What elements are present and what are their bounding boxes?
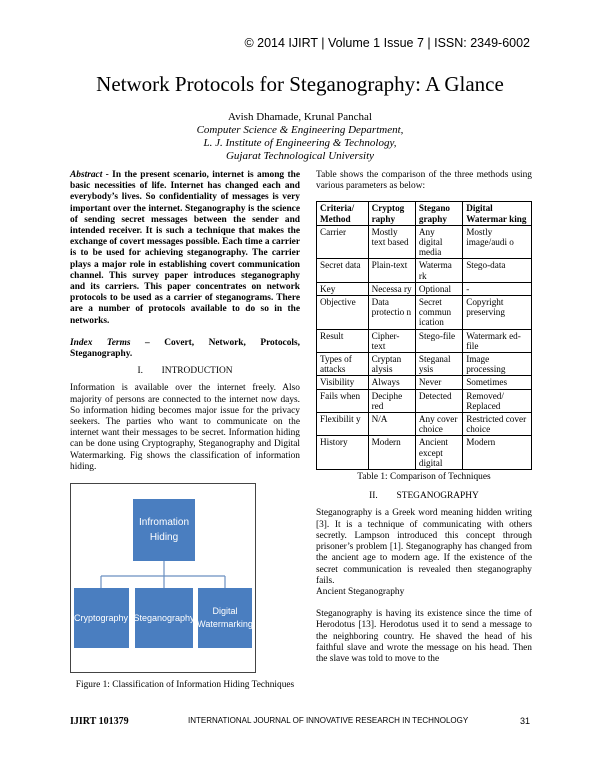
table-cell: Always [368,376,415,389]
table-row [317,259,532,282]
table-cell: Fails when [317,389,369,412]
affiliation-line: Gujarat Technological University [225,150,375,162]
table-row [317,282,532,295]
paper-title: Network Protocols for Steganography: A Glance [96,72,504,96]
table-cell: N/A [368,413,415,436]
table-cell: Restricted cover choice [463,413,532,436]
figure-classification [70,483,256,673]
table-cell: Flexibilit y [317,413,369,436]
table-cell: Never [415,376,462,389]
abstract-text: - In the present scenario, internet is among the basic necessities of life. Internet has changed each and everybody’s lives. So confidentiality of messages is very important over the internet. Steganography is the science of sending secret messages between the sender and intended receiver. It is such a technique that makes the exchange of covert messages possible. Each time a carrier is to be used for achieving steganography. The carrier plays a major role in establishing covert communication channel. This survey paper introduces steganography and its carriers. This paper concentrates on network protocols to be used as a carrier of steganograms. There are a number of protocols available to do so in the networks. [70,170,300,326]
table-cell: Cryptan alysis [368,353,415,376]
table-cell: Modern [368,436,415,470]
table-cell: Mostly text based [368,225,415,259]
author-names: Avish Dhamade, Krunal Panchal [228,111,372,123]
table-cell: Cipher-text [368,329,415,352]
page-number: 31 [519,716,530,726]
table-cell: Detected [415,389,462,412]
table-row [317,413,532,436]
table-row [317,296,532,330]
classification-diagram [71,484,254,671]
child-label-watermarking: Watermarking [197,619,253,630]
table-cell: Optional [415,282,462,295]
table-cell: Sometimes [463,376,532,389]
table-cell: Secret data [317,259,369,282]
comparison-table [316,201,532,470]
section-heading-steganography: II. STEGANOGRAPHY [369,491,479,502]
table-cell: History [317,436,369,470]
author-block [0,111,600,163]
ancient-paragraph: Steganography is having its existence since the time of Herodotus [13]. Herodotus used it to send a message to the neighboring country. He shaved the head of his faithful slave and wrote the message on his head. Then the slave was told to move to the [316,609,532,664]
table-header-row [317,202,532,225]
index-terms-text: – Covert, Network, Protocols, Steganography. [70,337,301,360]
table-cell: Stego-file [415,329,462,352]
table-cell: Types of attacks [317,353,369,376]
child-label-digital: Digital [212,606,238,617]
introduction-paragraph: Information is available over the internet freely. Also majority of persons are connected to the internet now days. So information hiding becomes major issue for the privacy seekers. The parties who want to communicate on the internet want their messages to be secret. Information hiding can be done using Cryptography, Steganography and Digital Watermarking. Fig shows the classification of information hiding. [70,383,300,472]
table-cell: Digital Watermar king [463,202,532,225]
table-cell: Data protectio n [368,296,415,330]
child-label-cryptography: Cryptography [73,613,129,624]
subheading-ancient: Ancient Steganography [316,586,405,597]
table-row [317,389,532,412]
table-cell: Key [317,282,369,295]
table-cell: Result [317,329,369,352]
root-label-line1: Infromation [138,517,190,529]
left-column [70,170,300,691]
table-cell: Removed/ Replaced [463,389,532,412]
table-cell: - [463,282,532,295]
index-terms [70,338,300,360]
table-row [317,376,532,389]
abstract-label: Abstract [70,170,103,180]
table-caption: Table 1: Comparison of Techniques [357,472,491,483]
footer-id: IJIRT 101379 [70,716,129,727]
table-cell: Stegano graphy [415,202,462,225]
root-label-line2: Hiding [149,532,179,544]
table-cell: Modern [463,436,532,470]
table-row [317,225,532,259]
section-heading-introduction: I. INTRODUCTION [137,366,233,377]
table-cell: Any digital media [415,225,462,259]
right-column [316,170,532,665]
table-cell: Image processing [463,353,532,376]
table-cell: Stego-data [463,259,532,282]
table-cell: Copyright preserving [463,296,532,330]
table-row [317,353,532,376]
index-terms-label: Index Terms [70,337,131,348]
table-row [317,436,532,470]
table-cell: Criteria/ Method [317,202,369,225]
affiliation-line: Computer Science & Engineering Department, [196,124,404,136]
table-cell: Plain-text [368,259,415,282]
steganography-paragraph: Steganography is a Greek word meaning hidden writing [3]. It is a technique of communicating with others secretly. Lampson introduced this concept through prisoner’s problem [1]. Steganography has changed from the ancient age to modern age. If the existence of the secret communication is revealed then steganography fails. [316,508,532,586]
table-row [317,329,532,352]
table-cell: Objective [317,296,369,330]
table-cell: Ancient except digital [415,436,462,470]
table-cell: Cryptog raphy [368,202,415,225]
table-cell: Necessa ry [368,282,415,295]
table-cell: Watermark ed-file [463,329,532,352]
root-box [133,499,195,561]
journal-header: © 2014 IJIRT | Volume 1 Issue 7 | ISSN: 2349-6002 [244,36,530,50]
table-cell: Secret commun ication [415,296,462,330]
table-cell: Visibility [317,376,369,389]
table-cell: Deciphe red [368,389,415,412]
child-box-watermarking [198,588,252,648]
footer-journal: INTERNATIONAL JOURNAL OF INNOVATIVE RESEARCH IN TECHNOLOGY [188,716,469,725]
table-intro: Table shows the comparison of the three methods using various parameters as below: [316,170,532,192]
abstract [70,170,300,327]
table-cell: Any cover choice [415,413,462,436]
child-label-steganography: Steganography [133,613,195,624]
table-cell: Carrier [317,225,369,259]
table-cell: Waterma rk [415,259,462,282]
affiliation-line: L. J. Institute of Engineering & Technology, [203,137,397,149]
table-cell: Mostly image/audi o [463,225,532,259]
figure-caption: Figure 1: Classification of Information Hiding Techniques [75,680,295,691]
table-cell: Steganal ysis [415,353,462,376]
